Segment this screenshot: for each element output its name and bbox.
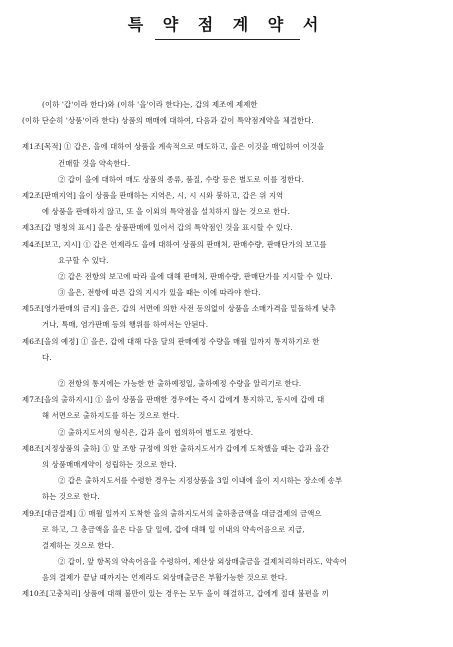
article-1-clause-2: ② 갑이 을에 대하여 매도 상품의 종류, 품질, 수량 등은 별도로 이를 정한다.	[58, 174, 305, 184]
article-6-line: 제6조[을의 예정] ① 을은, 갑에 대해 다음 달의 판매예정 수량을 매월 일까지 통지하기로 한	[22, 336, 320, 346]
article-4-line: 요구할 수 있다.	[58, 255, 109, 265]
paragraph-gap	[22, 366, 435, 376]
document-body	[22, 97, 435, 603]
article-4-clause-3: ③ 을은, 전항에 따른 갑의 지시가 있을 때는 이에 따라야 한다.	[58, 288, 261, 298]
article-3-line: 제3조[갑 명칭의 표시] 을은 상품판매에 있어서 갑의 특약점인 것을 표시할 수 있다.	[22, 223, 293, 233]
article-2-line: 에 상품을 판매하지 않고, 또 을 이외의 특약점을 설치하지 않는 것으로 한다.	[42, 207, 291, 217]
title-underline	[155, 39, 300, 40]
article-4-clause-2: ② 갑은 전항의 보고에 따라 을에 대해 판매처, 판매수량, 판매단가를 지시할 수 있다.	[58, 271, 333, 281]
preamble-line: (이하 단순히 '상품'이라 한다) 상품의 매매에 대하여, 다음과 같이 특약점계약을 체결한다.	[22, 116, 314, 126]
article-7-line: 해 서면으로 출하지도를 하는 것으로 한다.	[42, 411, 180, 421]
preamble-line: (이하 '갑'이라 한다)와 (이하 '을'이라 한다)는, 갑의 제조에 제제한	[42, 100, 258, 109]
article-8-line: 하는 것으로 한다.	[42, 492, 100, 502]
article-9-line: 음의 결제가 끝날 때까지는 언제라도 외상매출금은 부활가능한 것으로 한다.	[42, 573, 288, 583]
article-8-clause-2: ② 갑은 출하지도서를 수령한 경우는 지정상품을 3일 이내에 을이 지시하는 장소에 송부	[58, 476, 343, 486]
article-1-line: 제1조[목적] ① 갑은, 을에 대하여 상품을 계속적으로 매도하고, 을은 이것을 매입하여 이것을	[22, 142, 325, 152]
article-7-line: 제7조[을의 출하지시] ① 을이 상품을 판매한 경우에는 즉시 갑에게 통지하고, 동시에 갑에 대	[22, 395, 325, 405]
document-title: 특 약 점 계 약 서	[127, 15, 326, 34]
article-6-line: 다.	[42, 352, 52, 362]
article-8-line: 의 상품매매계약이 성립하는 것으로 한다.	[42, 459, 177, 469]
article-5-line: 제5조[영가판매의 금지] 을은, 갑의 서면에 의한 사전 동의없이 상품을 소매가격을 밑돌하게 낮추	[22, 304, 336, 314]
paragraph-gap	[22, 129, 435, 139]
article-1-line: 건매할 것을 약속한다.	[58, 158, 131, 168]
article-9-line: 결제하는 것으로 한다.	[42, 540, 115, 550]
article-8-line: 제8조[지정상품의 출하] ① 앞 조항 규정에 의한 출하지도서가 갑에게 도착했을 때는 갑과 을간	[22, 443, 330, 453]
article-7-clause-2: ② 출하지도서의 형식은, 갑과 을이 협의하여 별도로 정한다.	[58, 427, 254, 437]
article-10-line: 제10조[고충처리] 상품에 대해 불만이 있는 경우는 모두 을이 해결하고, 갑에게 절대 불편을 끼	[22, 589, 329, 599]
article-6-clause-2: ② 전항의 통지에는 가능한 한 출하예정일, 출하예정 수량을 알리기로 한다.	[58, 379, 302, 388]
article-9-line: 제9조[대금결제] ① 매월 일까지 도착한 을의 출하지도서의 출하총금액을 대금결제의 금액으	[22, 508, 322, 518]
article-2-line: 제2조[판매지역] 을이 상품을 판매하는 지역은, 시, 시 시와 붕하고, 갑은 위 지역	[22, 190, 284, 200]
article-5-line: 거나, 특매, 염가판매 등의 행위를 하여서는 안된다.	[42, 320, 209, 330]
article-4-line: 제4조[보고, 지시] ① 갑은 언제라도 을에 대하여 상품의 판매처, 판매수량, 판매단가의 보고를	[22, 239, 327, 249]
article-9-line: 로 하고, 그 총금액을 을은 다음 달 일에, 갑에 대해 일 이내의 약속어음으로 지급,	[42, 524, 305, 534]
article-9-clause-2: ② 갑이, 앞 항목의 약속어음을 수령하여, 제산상 외상매출금을 결제처리하더라도, 약속어	[58, 557, 348, 567]
